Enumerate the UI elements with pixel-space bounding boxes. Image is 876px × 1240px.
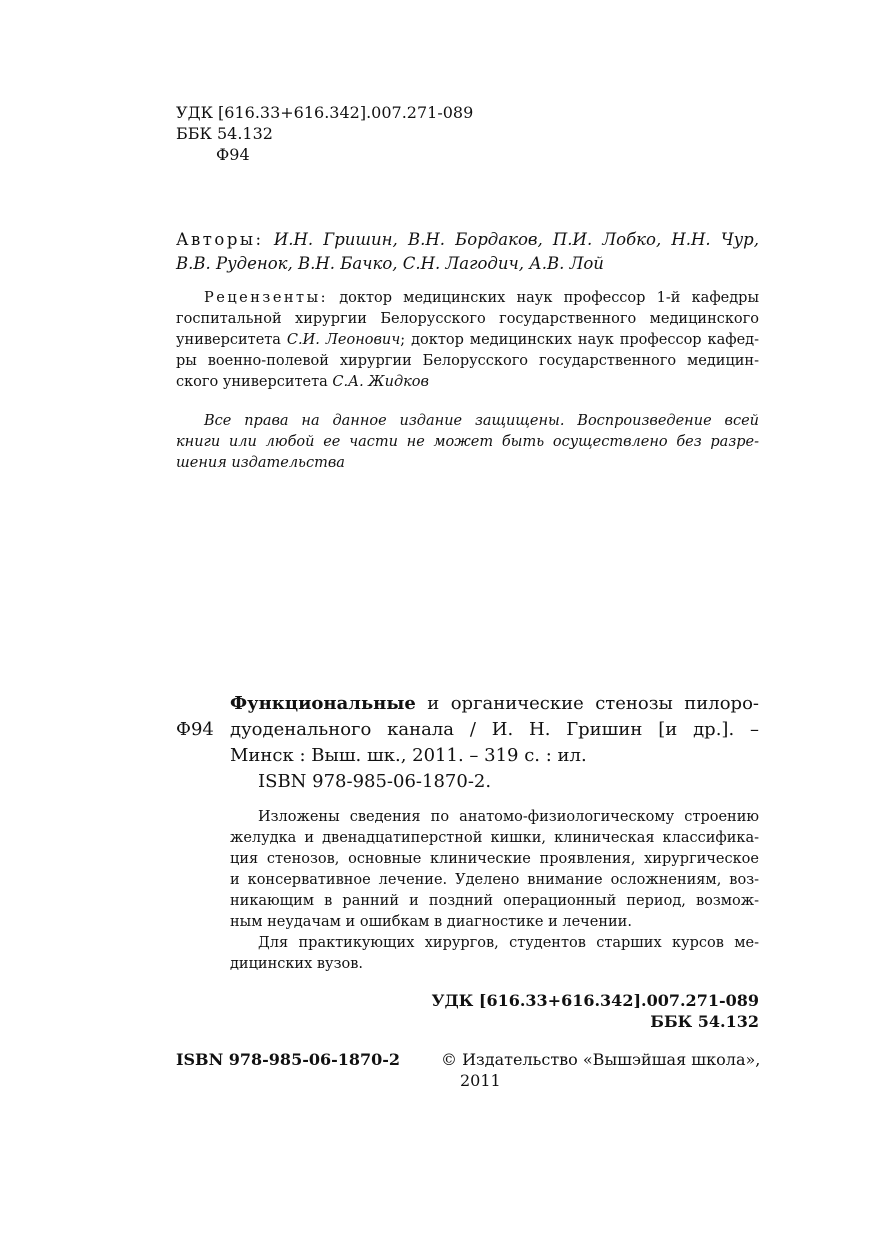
abstract-line-5: никающим в ранний и поздний операционный период, возмож- <box>230 893 759 909</box>
reviewer-name-1: С.И. Леонович <box>286 332 401 348</box>
rights-notice <box>176 411 759 474</box>
reviewers-text-3a: университета <box>176 332 287 348</box>
abstract-line-3: ция стенозов, основные клинические проявления, хирургическое <box>230 851 759 867</box>
reviewers-line-4: ры военно-полевой хирургии Белорусского государственного медицин- <box>176 353 759 369</box>
entry-isbn: ISBN 978-985-06-1870-2. <box>258 771 492 792</box>
abstract-line-8: дицинских вузов. <box>230 956 363 972</box>
reviewers-label: Рецензенты: <box>204 290 329 306</box>
copyright-line-1: © Издательство «Вышэйшая школа», <box>441 1050 761 1069</box>
rights-line-2: книги или любой ее части не может быть осуществлено без разре- <box>176 434 759 450</box>
abstract-line-1: Изложены сведения по анатомо-физиологическому строению <box>258 809 759 825</box>
bbk-code: ББК 54.132 <box>176 124 273 143</box>
abstract-line-7: Для практикующих хирургов, студентов старших курсов ме- <box>258 935 759 951</box>
abstract-line-4: и консервативное лечение. Уделено внимание осложнениям, воз- <box>230 872 759 888</box>
bottom-isbn: ISBN 978-985-06-1870-2 <box>176 1050 401 1069</box>
copyright-year: 2011 <box>460 1071 501 1090</box>
reviewer-name-2: С.А. Жидков <box>332 374 429 390</box>
bibliographic-entry <box>230 691 759 795</box>
bottom-bbk-code: ББК 54.132 <box>650 1012 759 1031</box>
authors-block <box>176 228 759 276</box>
reviewers-line-1 <box>176 288 759 309</box>
authors-line-1 <box>176 228 759 252</box>
abstract-line-2: желудка и двенадцатиперстной кишки, клиническая классифика- <box>230 830 759 846</box>
authors-line-2: В.В. Руденок, В.Н. Бачко, С.Н. Лагодич, А.В. Лой <box>176 254 604 273</box>
reviewers-text-5: ского университета <box>176 374 333 390</box>
bottom-udk-code: УДК [616.33+616.342].007.271-089 <box>431 991 759 1010</box>
entry-title-bold: Функциональные <box>230 693 416 714</box>
rights-line-3: шения издательства <box>176 455 345 471</box>
author-mark-code: Ф94 <box>216 145 250 164</box>
udk-code: УДК [616.33+616.342].007.271-089 <box>176 103 474 122</box>
reviewers-line-3 <box>176 330 759 351</box>
reviewers-line-2: госпитальной хирургии Белорусского государственного медицинского <box>176 311 759 327</box>
reviewers-line-5 <box>176 372 759 393</box>
reviewers-block <box>176 288 759 393</box>
authors-label: Авторы: <box>176 230 264 249</box>
rights-line-1: Все права на данное издание защищены. Воспроизведение всей <box>204 413 759 429</box>
reviewers-text-3b: ; доктор медицинских наук профессор кафед- <box>400 332 759 348</box>
entry-title-rest: и органические стенозы пилоро- <box>427 693 759 714</box>
authors-names-1: И.Н. Гришин, В.Н. Бордаков, П.И. Лобко, Н.Н. Чур, <box>273 230 759 249</box>
entry-line-3: Минск : Выш. шк., 2011. – 319 с. : ил. <box>230 745 587 766</box>
abstract-block <box>230 807 759 975</box>
entry-line-1 <box>230 691 759 717</box>
entry-code: Ф94 <box>176 719 214 740</box>
reviewers-text-1: доктор медицинских наук профессор 1-й кафедры <box>339 290 760 306</box>
entry-line-2: дуоденального канала / И. Н. Гришин [и др.]. – <box>230 719 759 740</box>
abstract-line-6: ным неудачам и ошибкам в диагностике и лечении. <box>230 914 632 930</box>
